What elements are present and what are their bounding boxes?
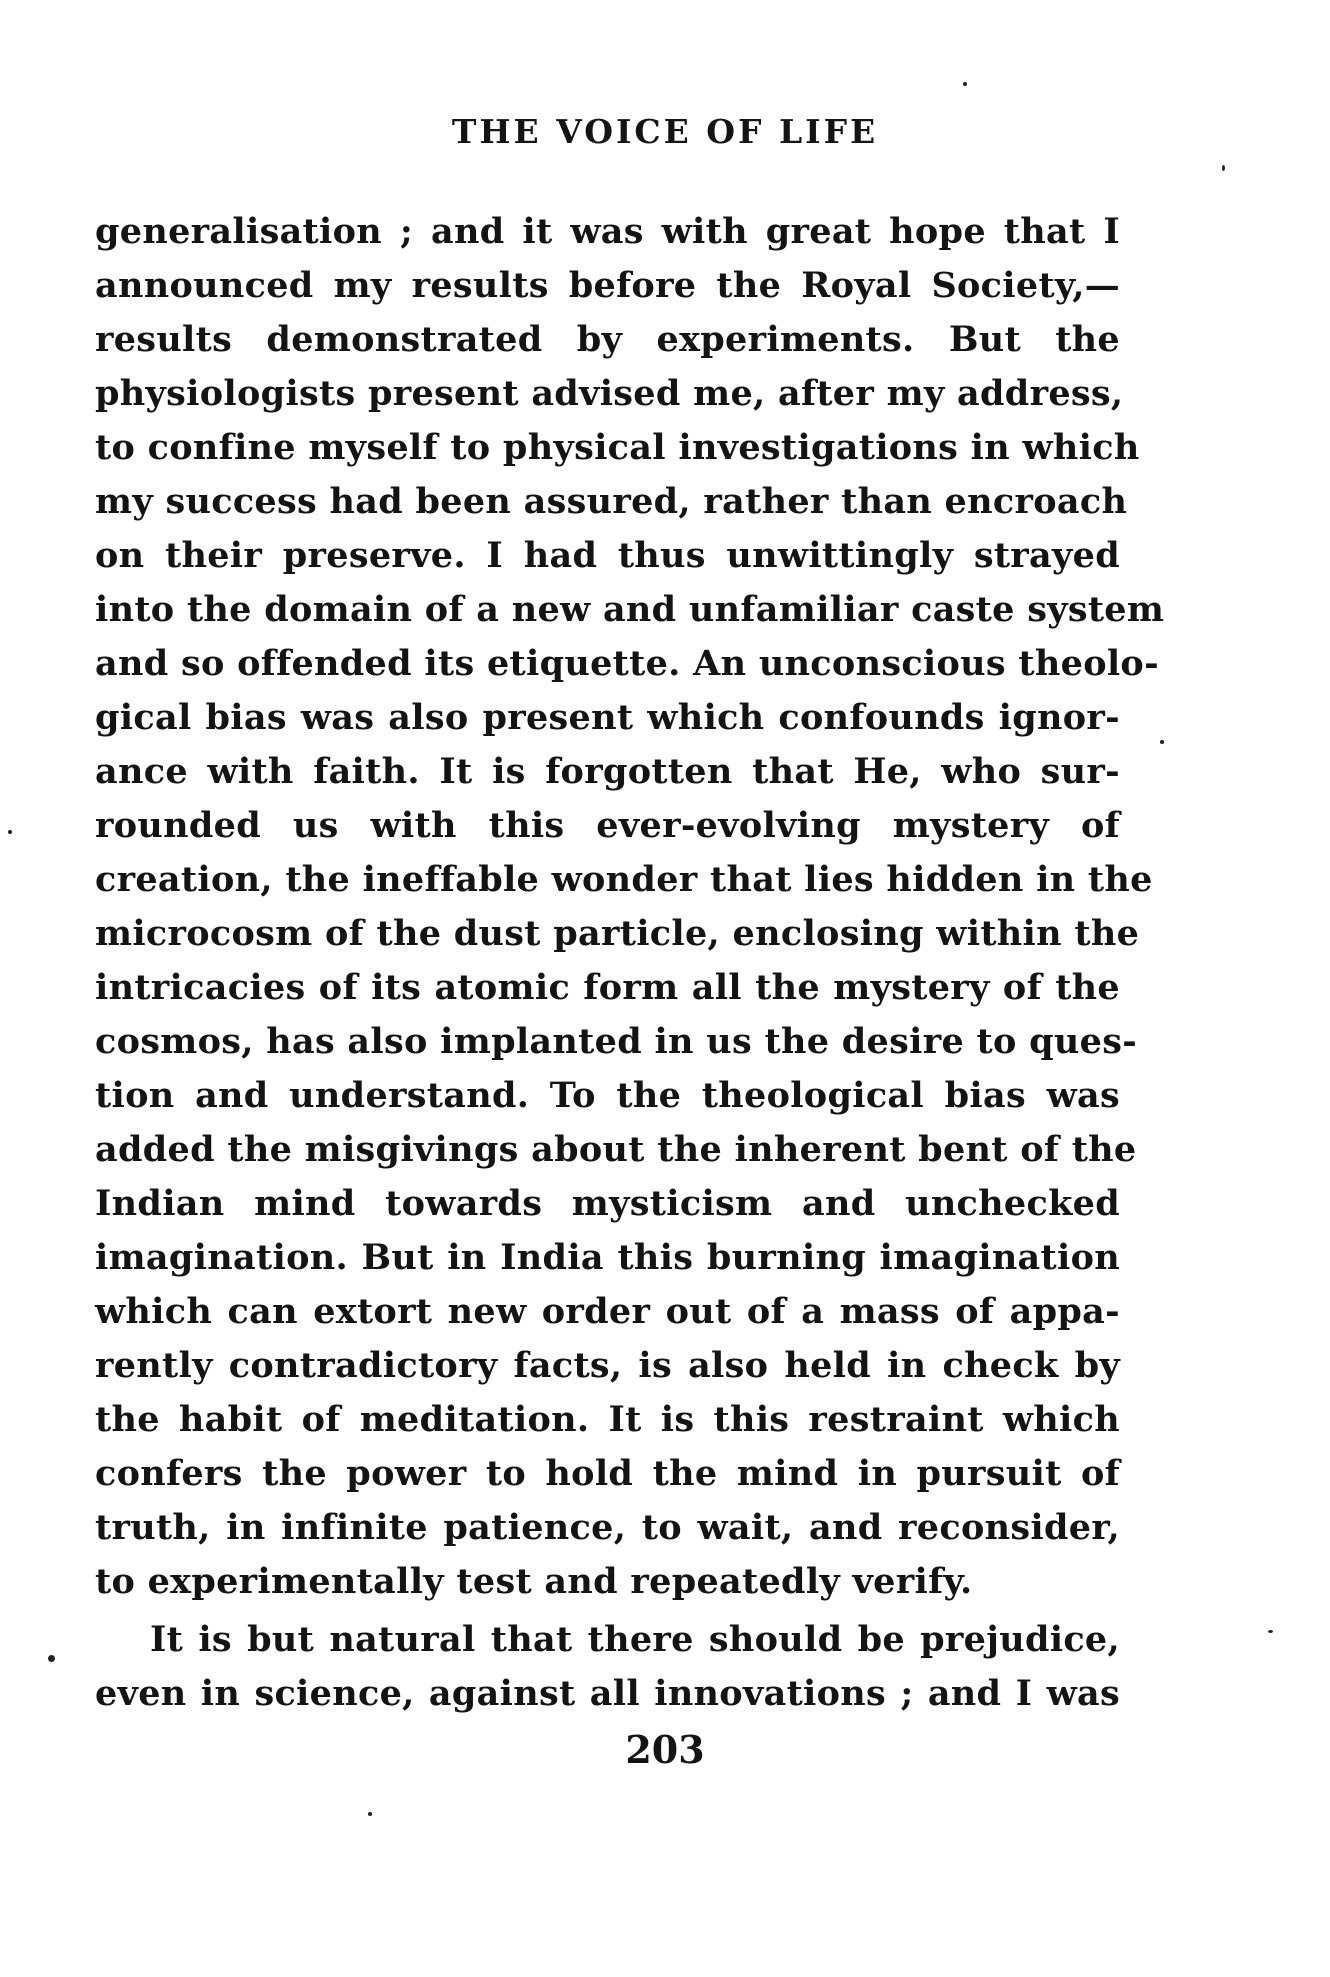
text-line: announced my results before the Royal Society,—	[95, 265, 1120, 306]
text-line: results demonstrated by experiments. But the	[95, 319, 1120, 360]
text-line: and so offended its etiquette. An unconscious theolo-	[95, 643, 1159, 684]
text-line: the habit of meditation. It is this restraint which	[95, 1399, 1120, 1440]
text-line: generalisation ; and it was with great hope that I	[95, 211, 1120, 252]
text-line: rounded us with this ever-evolving mystery of	[95, 805, 1120, 846]
text-line: which can extort new order out of a mass of appa-	[95, 1291, 1120, 1332]
text-line: tion and understand. To the theological bias was	[95, 1075, 1120, 1116]
text-line: cosmos, has also implanted in us the desire to ques-	[95, 1021, 1138, 1062]
text-line: It is but natural that there should be prejudice,	[150, 1619, 1120, 1660]
text-line: even in science, against all innovations ; and I was	[95, 1673, 1120, 1714]
text-line: truth, in infinite patience, to wait, and reconsider,	[95, 1507, 1120, 1548]
text-line: rently contradictory facts, is also held in check by	[95, 1345, 1120, 1386]
text-line: my success had been assured, rather than encroach	[95, 481, 1128, 522]
scan-speck	[1268, 1630, 1273, 1633]
scan-speck	[368, 1812, 372, 1816]
scan-speck	[8, 830, 12, 834]
scan-speck	[48, 1655, 55, 1662]
scan-speck	[1222, 165, 1225, 171]
text-line: to confine myself to physical investigations in which	[95, 427, 1140, 468]
text-line: physiologists present advised me, after my address,	[95, 373, 1124, 414]
text-line: confers the power to hold the mind in pursuit of	[95, 1453, 1120, 1494]
text-line: added the misgivings about the inherent bent of the	[95, 1129, 1137, 1170]
text-line: ance with faith. It is forgotten that He, who sur-	[95, 751, 1120, 792]
scan-speck	[1160, 740, 1164, 744]
text-line: to experimentally test and repeatedly verify.	[95, 1561, 973, 1602]
text-line: imagination. But in India this burning imagination	[95, 1237, 1120, 1278]
text-line: on their preserve. I had thus unwittingly strayed	[95, 535, 1120, 576]
running-header: THE VOICE OF LIFE	[451, 112, 879, 151]
text-line: Indian mind towards mysticism and unchecked	[95, 1183, 1120, 1224]
text-line: into the domain of a new and unfamiliar caste system	[95, 589, 1165, 630]
text-line: microcosm of the dust particle, enclosing within the	[95, 913, 1140, 954]
text-line: gical bias was also present which confounds ignor-	[95, 697, 1120, 738]
page-number: 203	[625, 1727, 705, 1772]
scan-speck	[963, 82, 967, 86]
text-line: intricacies of its atomic form all the mystery of the	[95, 967, 1120, 1008]
text-line: creation, the ineffable wonder that lies hidden in the	[95, 859, 1153, 900]
